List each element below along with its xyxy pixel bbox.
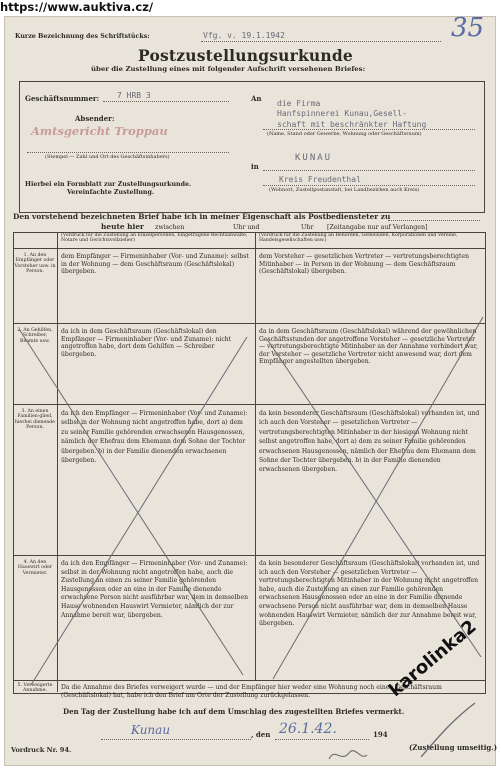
- document-title: Postzustellungsurkunde: [138, 46, 353, 65]
- row1-side: 1. An den Empfänger oder Vorsteher usw. in Person.: [14, 253, 56, 275]
- row4-right: da kein besonderer Geschäftsraum (Geschäftslokal) vorhanden ist, und ich auch den Vorsteher — gesetzlichen Vertreter — vertretungsberechtigten Mitinhaber in der Wohnung nicht angetroffen habe, auch die Zustellung an einen zur Familie gehörenden erwachsenen Hausgenossen oder an eine in der Familie dienende erwachsene Person nicht ausführbar war, dem in demselben Hause wohnenden Hauswirt Vermieter, nämlich der zur Annahme bereit war, übergeben.: [259, 560, 480, 628]
- uhr2-label: Uhr: [301, 224, 314, 231]
- absender-stamp: Amtsgericht Troppau: [31, 124, 168, 138]
- signature-place: Kunau: [131, 723, 171, 737]
- source-url[interactable]: https://www.auktiva.cz/: [0, 0, 154, 14]
- document-page: [4, 13, 498, 766]
- an-label: An: [251, 94, 262, 103]
- kreis-value: Kreis Freudenthal: [279, 175, 361, 184]
- row5-side: 5. Verweigerte Annahme.: [17, 683, 53, 694]
- row1-left: dem Empfänger — Firmeninhaber (Vor- und Zuname): selbst in der Wohnung — dem Geschäftsraum (Geschäftslokal) übergeben.: [61, 253, 249, 276]
- zwischen-label: zwischen: [155, 224, 185, 231]
- footer-vereinfacht: Vereinfachte Zustellung.: [67, 189, 155, 196]
- strike-left-2: [31, 337, 247, 685]
- den-label: , den: [251, 730, 271, 739]
- recipient-line2: Hanfspinnerei Kunau,Gesell-: [277, 109, 408, 118]
- year-prefix: 194: [373, 730, 388, 739]
- place-note: (Wohnort, Zustellpostanstalt, bei Landbezirken auch Kreis): [269, 187, 420, 193]
- row3-right: da kein besonderer Geschäftsraum (Geschäftslokal) vorhanden ist, und ich auch den Vorsteher — gesetzlichen Vertreter — vertretungsberechtigten Mitinhaber in der hiesigen Wohnung nicht selbst angetroffen habe, dort a) dem zu seiner Familie gehörenden erwachsenen Hausgenossen, nämlich der Ehefrau dem Ehemann dem Sohne der Tochter übergeben. b) in der Familie dienenden erwachsenen übergeben.: [259, 410, 480, 474]
- row5-text: Da die Annahme des Briefes verweigert wurde — und der Empfänger hier weder eine Wohnung noch einen Geschäftsraum (Geschäftslokal) hat, habe ich den Brief am Orte der Zustellung zurückgelassen.: [61, 684, 442, 699]
- heute-label: heute hier: [101, 222, 144, 231]
- sign-note: (Zustellung umseitig.): [409, 743, 498, 752]
- row2-side: 2. An Gehilfen, Schreiber, Beamte usw.: [17, 328, 53, 344]
- absender-note: (Stempel — Zahl und Ort des Geschäftsinhabers): [45, 154, 170, 160]
- row4-side: 4. An den Hauswirt oder Vermieter.: [17, 560, 53, 576]
- cross-strokes: [19, 317, 483, 685]
- row3-side: 3. An einen Familien-glied, hierbei dienende Person.: [14, 409, 56, 431]
- recipient-line3: schaft mit beschränkter Haftung: [277, 120, 427, 129]
- footer-formblatt: Hierbei ein Formblatt zur Zustellungsurkunde.: [25, 181, 192, 188]
- row2-left: da ich in dem Geschäftsraum (Geschäftslokal) den Empfänger — Firmeninhaber (Vor- und Zuname): nicht angetroffen habe, dort dem Gehilfen — Schreiber übergeben.: [61, 328, 232, 358]
- row2-right: da in dem Geschäftsraum (Geschäftslokal) während der gewöhnlichen Geschäftsstunden der angetroffene Vorsteher — gesetzliche Vertreter — vertretungsberechtigte Mitinhaber an der Annahme verhindert war, der Vorsteher — gesetzliche Vertreter nicht anwesend war, dort dem Empfänger angestellten übergeben.: [259, 328, 478, 366]
- tag-line: Den Tag der Zustellung habe ich auf dem Umschlag des zugestellten Briefes vermerkt.: [63, 707, 405, 716]
- kurze-label: Kurze Bezeichnung des Schriftstücks:: [15, 33, 150, 40]
- signature-scribble: [421, 703, 475, 757]
- zeit-note: [Zeitangabe nur auf Verlangen]: [327, 224, 428, 231]
- recipient-line1: die Firma: [277, 99, 321, 108]
- strike-right-2: [273, 317, 483, 679]
- row1-right: dem Vorsteher — gesetzlichen Vertreter — vertretungsberechtigten Mitinhaber — in Person in der Wohnung — dem Geschäftsraum (Geschäftslokal) übergeben.: [259, 253, 470, 276]
- in-label: in: [251, 162, 259, 171]
- in-value: KUNAU: [295, 153, 333, 163]
- stamp-scribble: [329, 751, 367, 759]
- absender-label: Absender:: [75, 114, 115, 123]
- watermark: karolinka2: [385, 616, 481, 702]
- col-note-right: (Vordruck für die Zustellung an Behörden, Gemeinden, Korporationen und Vereine, Handelsgesellschaften usw.): [259, 233, 458, 244]
- geschaeft-label: Geschäftsnummer:: [25, 94, 100, 103]
- kurze-value: Vfg. v. 19.1.1942: [203, 31, 285, 40]
- row3-left: da ich den Empfänger — Firmeninhaber (Vor- und Zuname): selbst in der Wohnung nicht angetroffen habe, dort a) dem zu seiner Familie gehörenden erwachsenen Hausgenossen, nämlich der Ehefrau dem Ehemann dem Sohne der Tochter übergeben. b) in der Familie dienenden erwachsenen übergeben.: [61, 410, 248, 465]
- document-subtitle: über die Zustellung eines mit folgender Aufschrift versehenen Briefes:: [91, 65, 366, 73]
- geschaeft-value: 7 HRB 3: [117, 91, 151, 100]
- strike-left-1: [19, 329, 243, 675]
- uhr1-label: Uhr und: [233, 224, 260, 231]
- intro-line1: Den vorstehend bezeichneten Brief habe ich in meiner Eigenschaft als Postbediensteter zu: [13, 212, 391, 221]
- form-id: Vordruck Nr. 94.: [11, 746, 72, 754]
- date-value: 26.1.42.: [279, 721, 337, 737]
- recipient-note: (Name, Stand oder Gewerbe, Wohnung oder Geschäftsraum): [267, 131, 422, 137]
- handwritten-number: 35: [451, 13, 485, 43]
- row4-left: da ich den Empfänger — Firmeninhaber (Vor- und Zuname): selbst in der Wohnung nicht angetroffen habe, auch die Zustellung an einen zu seiner Familie gehörenden Hausgenossen oder an eine in der Familie dienende erwachsene Person nicht ausführbar war, dem in demselben Hause wohnenden Hauswirt Vermieter, nämlich der zur Annahme bereit war, übergeben.: [61, 560, 248, 619]
- strike-right-1: [267, 339, 481, 657]
- col-note-left: (Vordruck für die Zustellung an Einzelpersonen, Eingetragene Rechtsanwälte, Notare und Gerichtsvollzieher): [61, 233, 248, 244]
